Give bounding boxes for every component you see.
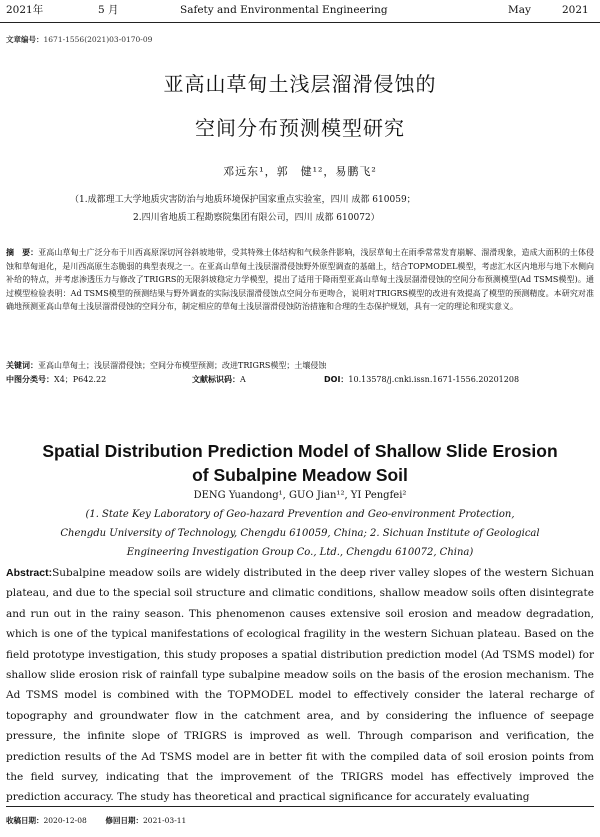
affiliation-cn-line2: 2.四川省地质工程勘察院集团有限公司，四川 成都 610072） [133, 213, 380, 223]
keywords-cn-label: 关键词： [6, 361, 38, 370]
footer-divider [6, 806, 594, 807]
article-code [6, 34, 152, 45]
header-year: 2021年 [6, 4, 44, 16]
affiliation-en-line2: Chengdu University of Technology, Chengdu 610059, China; 2. Sichuan Institute of Geological [60, 528, 540, 539]
affiliation-en-line3: Engineering Investigation Group Co., Ltd., Chengdu 610072, China) [126, 547, 474, 558]
received-label: 收稿日期： [6, 816, 44, 825]
title-en-line2: of Subalpine Meadow Soil [192, 465, 408, 485]
affiliation-en-line1: (1. State Key Laboratory of Geo-hazard Prevention and Geo-environment Protection, [85, 509, 515, 520]
affiliation-cn-line1: （1.成都理工大学地质灾害防治与地质环境保护国家重点实验室，四川 成都 610059； [70, 195, 416, 205]
received-dates [6, 815, 186, 826]
title-en-line1: Spatial Distribution Prediction Model of Shallow Slide Erosion [42, 441, 558, 461]
header-month-en: May [508, 4, 531, 16]
doc-label: 文献标识码： [192, 375, 240, 384]
article-code-value: 1671-1556(2021)03-0170-09 [43, 35, 153, 44]
keywords-cn [6, 359, 594, 372]
header-year-en: 2021 [562, 4, 589, 16]
abstract-cn [6, 246, 594, 314]
authors-en: DENG Yuandong¹, GUO Jian¹², YI Pengfei² [193, 490, 407, 501]
title-cn-line2: 空间分布预测模型研究 [195, 116, 405, 140]
abstract-en-text: Subalpine meadow soils are widely distributed in the deep river valley slopes of the western Sichuan plateau, and due to the special soil structure and climatic conditions, shallow meadow soils often disintegrate and run out in the rainy season. This phenomenon causes extensive soil erosion and meadow degradation, which is one of the typical manifestations of ecological fragility in the western Sichuan plateau. Based on the field prototype investigation, this study proposes a spatial distribution prediction model (Ad TSMS model) for shallow slide erosion risk of rainfall type subalpine meadow soils on the basis of the erosion mechanism. The Ad TSMS model is combined with the TOPMODEL model to effectively consider the lateral recharge of topography and groundwater flow in the catchment area, and by considering the influence of seepage pressure, the infinite slope of TRIGRS is improved as well. Through comparison and verification, the prediction results of the Ad TSMS model are in better fit with the compiled data of soil erosion points from the field survey, indicating that the improvement of the TRIGRS model has effectively improved the prediction accuracy. The study has theoretical and practical significance for accurately evaluating [6, 567, 594, 804]
abstract-en-label: Abstract: [6, 567, 53, 579]
doi-label: DOI： [324, 375, 349, 384]
title-cn-line1: 亚高山草甸土浅层溜滑侵蚀的 [163, 72, 437, 96]
clc-number [6, 374, 106, 385]
doi [324, 374, 519, 385]
revised-value: 2021-03-11 [143, 816, 187, 825]
running-header [0, 0, 600, 23]
keywords-cn-text: 亚高山草甸土；浅层溜滑侵蚀；空间分布模型预测；改进TRIGRS模型；土壤侵蚀 [38, 361, 327, 370]
received-value: 2020-12-08 [43, 816, 87, 825]
article-code-label: 文章编号： [6, 35, 44, 44]
doc-value: A [240, 375, 246, 384]
abstract-cn-text: 亚高山草甸土广泛分布于川西高原深切河谷斜坡地带，受其特殊土体结构和气候条件影响，浅层草甸土在雨季常常发育崩解、溜滑现象，造成大面积的土体侵蚀和草甸退化，是川西高原生态脆弱的典型表现之一。在亚高山草甸土浅层溜滑侵蚀野外原型调查的基础上，结合TOPMODEL模型，考虑汇水区内地形与地下水侧向补给的特点，并考虑渗透压力与修改了TRIGRS的无限斜坡稳定力学模型，提出了适用于降雨型亚高山草甸土浅层溜滑侵蚀的空间分布预测模型(Ad TSMS模型)。通过模型检验表明：Ad TSMS模型的预测结果与野外调查的实际浅层溜滑侵蚀点空间分布更吻合，说明对TRIGRS模型的改进有效提高了模型的预测精度。本研究对准确地预测亚高山草甸土浅层溜滑侵蚀的空间分布，制定相应的草甸土浅层溜滑侵蚀防治措施和合理的生态保护规划，具有一定的理论和现实意义。 [6, 248, 595, 311]
doi-value: 10.13578/j.cnki.issn.1671-1556.20201208 [348, 375, 520, 384]
abstract-cn-label: 摘 要： [6, 248, 39, 257]
authors-cn: 邓远东¹，郭 健¹²，易鹏飞² [223, 165, 377, 178]
header-month: 5 月 [98, 4, 119, 16]
revised-label: 修回日期： [105, 816, 144, 825]
clc-label: 中图分类号： [6, 375, 54, 384]
clc-value: X4；P642.22 [54, 375, 107, 384]
abstract-en [6, 563, 594, 808]
header-journal: Safety and Environmental Engineering [180, 4, 388, 16]
document-code [192, 374, 246, 385]
